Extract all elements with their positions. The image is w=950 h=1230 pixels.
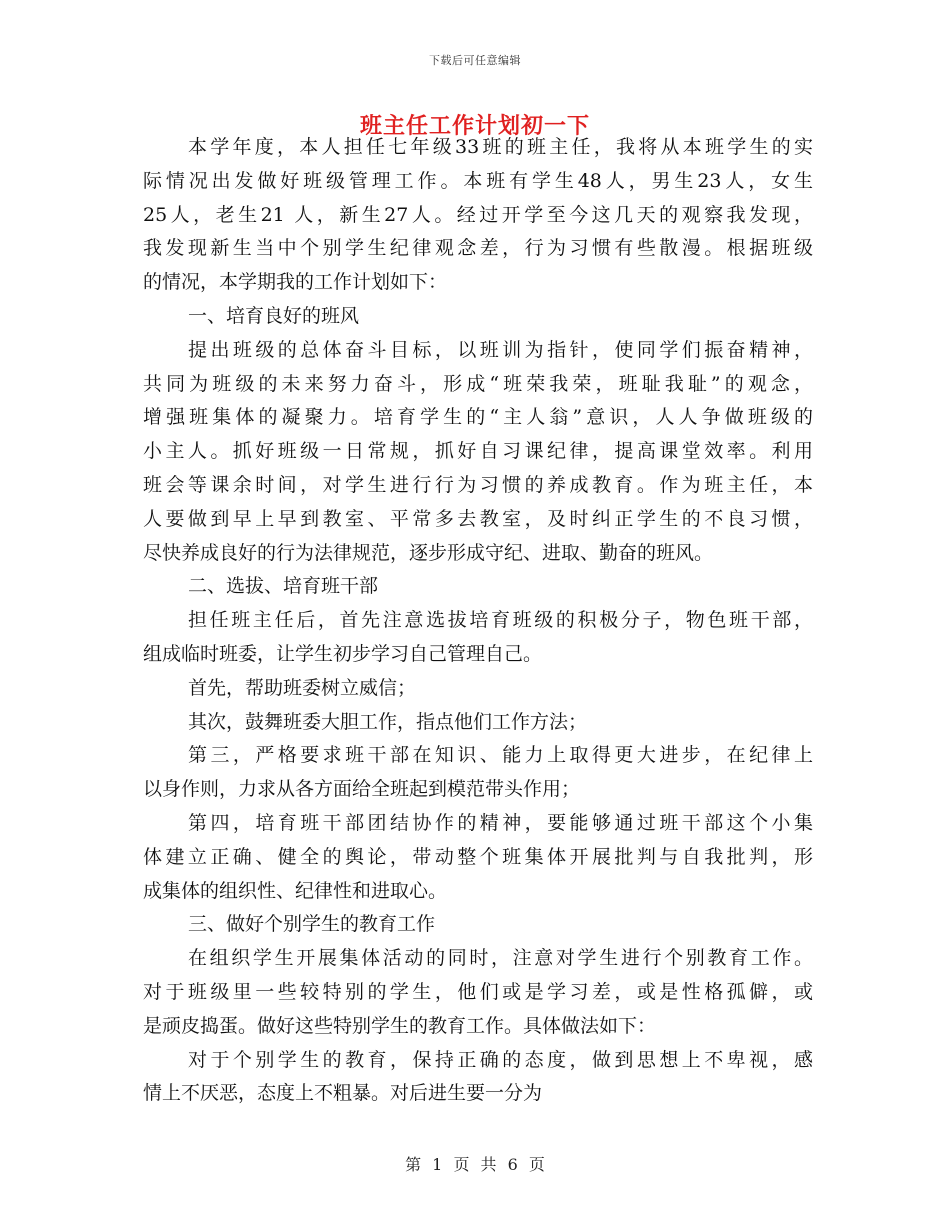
document-title: 班主任工作计划初一下 (359, 113, 590, 139)
body-line: 成集体的组织性、纪律性和进取心。 (143, 879, 448, 902)
body-line: 尽快养成良好的行为法律规范，逐步形成守纪、进取、勤奋的班风。 (143, 541, 714, 564)
body-line: 三、做好个别学生的教育工作 (188, 913, 436, 936)
body-line: 一、培育良好的班风 (188, 304, 360, 327)
body-line: 对于班级里一些较特别的学生，他们或是学习差，或是性格孤僻，或 (143, 980, 813, 1003)
body-line: 对于个别学生的教育，保持正确的态度，做到思想上不卑视，感 (188, 1048, 813, 1071)
body-line: 二、选拔、培育班干部 (188, 575, 379, 598)
body-line: 担任班主任后，首先注意选拔培育班级的积极分子，物色班干部， (188, 609, 813, 632)
body-line: 本学年度，本人担任七年级33班的班主任，我将从本班学生的实 (188, 136, 813, 158)
body-line: 小主人。抓好班级一日常规，抓好自习课纪律，提高课堂效率。利用 (143, 440, 813, 463)
body-line: 提出班级的总体奋斗目标，以班训为指针，使同学们振奋精神， (188, 338, 813, 361)
body-line: 是顽皮捣蛋。做好这些特别学生的教育工作。具体做法如下： (143, 1014, 657, 1037)
body-line: 体建立正确、健全的舆论，带动整个班集体开展批判与自我批判，形 (143, 845, 813, 868)
body-line: 25人，老生21 人，新生27人。经过开学至今这几天的观察我发现， (143, 203, 813, 226)
body-line: 第三，严格要求班干部在知识、能力上取得更大进步，在纪律上 (188, 744, 813, 767)
page-footer: 第 1 页 共 6 页 (405, 1155, 545, 1174)
body-line: 我发现新生当中个别学生纪律观念差，行为习惯有些散漫。根据班级 (143, 237, 813, 260)
body-line: 增强班集体的凝聚力。培育学生的“主人翁”意识，人人争做班级的 (143, 406, 813, 429)
body-line: 共同为班级的未来努力奋斗，形成“班荣我荣，班耻我耻”的观念， (143, 372, 813, 395)
body-line: 在组织学生开展集体活动的同时，注意对学生进行个别教育工作。 (188, 947, 813, 970)
body-line: 的情况，本学期我的工作计划如下： (143, 271, 448, 294)
body-line: 际情况出发做好班级管理工作。本班有学生48人，男生23人，女生 (143, 169, 813, 192)
body-line: 其次，鼓舞班委大胆工作，指点他们工作方法； (188, 710, 588, 733)
body-line: 情上不厌恶，态度上不粗暴。对后进生要一分为 (143, 1082, 543, 1105)
body-line: 首先，帮助班委树立威信； (188, 676, 417, 699)
body-line: 以身作则，力求从各方面给全班起到模范带头作用； (143, 778, 581, 801)
body-line: 人要做到早上早到教室、平常多去教室，及时纠正学生的不良习惯， (143, 507, 813, 530)
document-body (143, 131, 813, 1111)
header-note: 下载后可任意编辑 (429, 54, 521, 67)
body-line: 第四，培育班干部团结协作的精神，要能够通过班干部这个小集 (188, 811, 813, 834)
body-line: 班会等课余时间，对学生进行行为习惯的养成教育。作为班主任，本 (143, 473, 813, 496)
body-line: 组成临时班委，让学生初步学习自己管理自己。 (143, 642, 543, 665)
